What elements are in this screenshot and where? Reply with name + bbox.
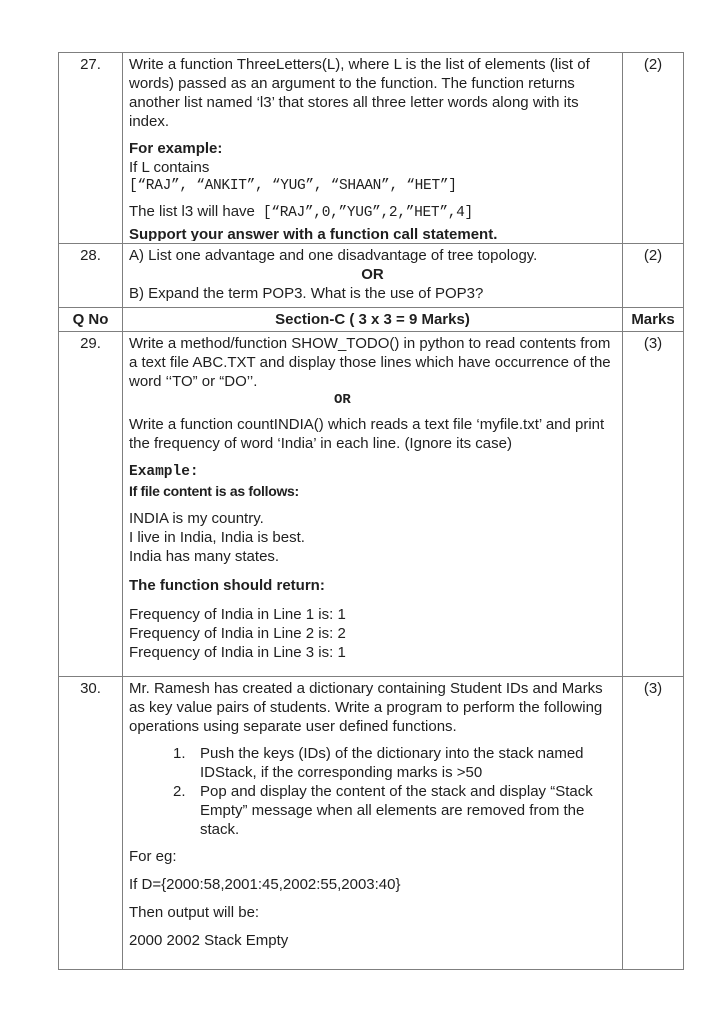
question-30-marks: (3) [623, 677, 684, 970]
question-30-output-line: 2000 2002 Stack Empty [129, 932, 289, 949]
list-item [129, 782, 616, 839]
question-27-result-code: [“RAJ”,0,”YUG”,2,”HET”,4] [262, 205, 473, 221]
section-c-title: Section-C ( 3 x 3 = 9 Marks) [123, 308, 623, 332]
file-line: India has many states. [129, 548, 280, 565]
question-29-file-content-label: If file content is as follows: [129, 483, 299, 499]
question-row-28 [59, 244, 684, 308]
list-item-text: Pop and display the content of the stack and display “Stack Empty” message when all elements are removed from the stack. [200, 783, 593, 838]
question-29-part1: Write a method/function SHOW_TODO() in python to read contents from a text file ABC.TXT and display those lines which have occurrence of the word ‘‘TO” or “DO’’. [129, 335, 611, 390]
question-27-code-list: [“RAJ”, “ANKIT”, “YUG”, “SHAAN”, “HET”] [129, 178, 457, 194]
question-29-output-lines [129, 605, 616, 662]
question-28-content [123, 244, 623, 308]
question-27-result-prefix: The list l3 will have [129, 203, 255, 220]
question-29-or: OR [334, 392, 351, 408]
list-item-number: 2. [173, 783, 186, 800]
question-number-28: 28. [59, 244, 123, 308]
output-line: Frequency of India in Line 3 is: 1 [129, 644, 346, 661]
question-29-file-lines [129, 509, 616, 566]
question-27-content [123, 53, 623, 244]
list-item-number: 1. [173, 745, 186, 762]
question-30-content [123, 677, 623, 970]
question-27-support: Support your answer with a function call statement. [129, 226, 498, 241]
question-30-body: Mr. Ramesh has created a dictionary containing Student IDs and Marks as key value pairs of students. Write a program to perform the following operations using separate user defined functions. [129, 680, 603, 735]
question-30-numbered-list [129, 744, 616, 839]
question-27-for-example: For example: [129, 140, 223, 157]
question-27-marks: (2) [623, 53, 684, 244]
question-29-return-label: The function should return: [129, 577, 325, 594]
question-number-27: 27. [59, 53, 123, 244]
question-27-result-line [129, 202, 616, 223]
section-marks-header: Marks [623, 308, 684, 332]
output-line: Frequency of India in Line 1 is: 1 [129, 606, 346, 623]
question-30-then-line: Then output will be: [129, 904, 260, 921]
question-28-option-b: B) Expand the term POP3. What is the use of POP3? [129, 285, 484, 302]
question-number-30: 30. [59, 677, 123, 970]
question-row-30 [59, 677, 684, 970]
question-28-option-a: A) List one advantage and one disadvantage of tree topology. [129, 247, 538, 264]
question-30-for-eg: For eg: [129, 848, 177, 865]
question-paper-sheet [58, 52, 683, 970]
question-29-marks: (3) [623, 332, 684, 677]
file-line: INDIA is my country. [129, 510, 264, 527]
list-item [129, 744, 616, 782]
question-27-body: Write a function ThreeLetters(L), where L is the list of elements (list of words) passed as an argument to the function. The function returns another list named ‘l3’ that stores all three letter words along with its index. [129, 56, 590, 130]
question-29-content [123, 332, 623, 677]
list-item-text: Push the keys (IDs) of the dictionary into the stack named IDStack, if the corresponding marks is >50 [200, 745, 584, 781]
question-29-part2: Write a function countINDIA() which reads a text file ‘myfile.txt’ and print the frequency of word ‘India’ in each line. (Ignore its case) [129, 416, 605, 452]
section-c-header-row [59, 308, 684, 332]
question-27-if-l-contains: If L contains [129, 159, 210, 176]
question-number-29: 29. [59, 332, 123, 677]
question-row-29 [59, 332, 684, 677]
output-line: Frequency of India in Line 2 is: 2 [129, 625, 346, 642]
question-28-or: OR [361, 266, 384, 283]
question-30-dict-line: If D={2000:58,2001:45,2002:55,2003:40} [129, 876, 401, 893]
section-qno-header: Q No [59, 308, 123, 332]
file-line: I live in India, India is best. [129, 529, 305, 546]
question-row-27 [59, 53, 684, 244]
question-28-marks: (2) [623, 244, 684, 308]
question-table [58, 52, 684, 970]
question-29-example-label: Example: [129, 464, 199, 480]
